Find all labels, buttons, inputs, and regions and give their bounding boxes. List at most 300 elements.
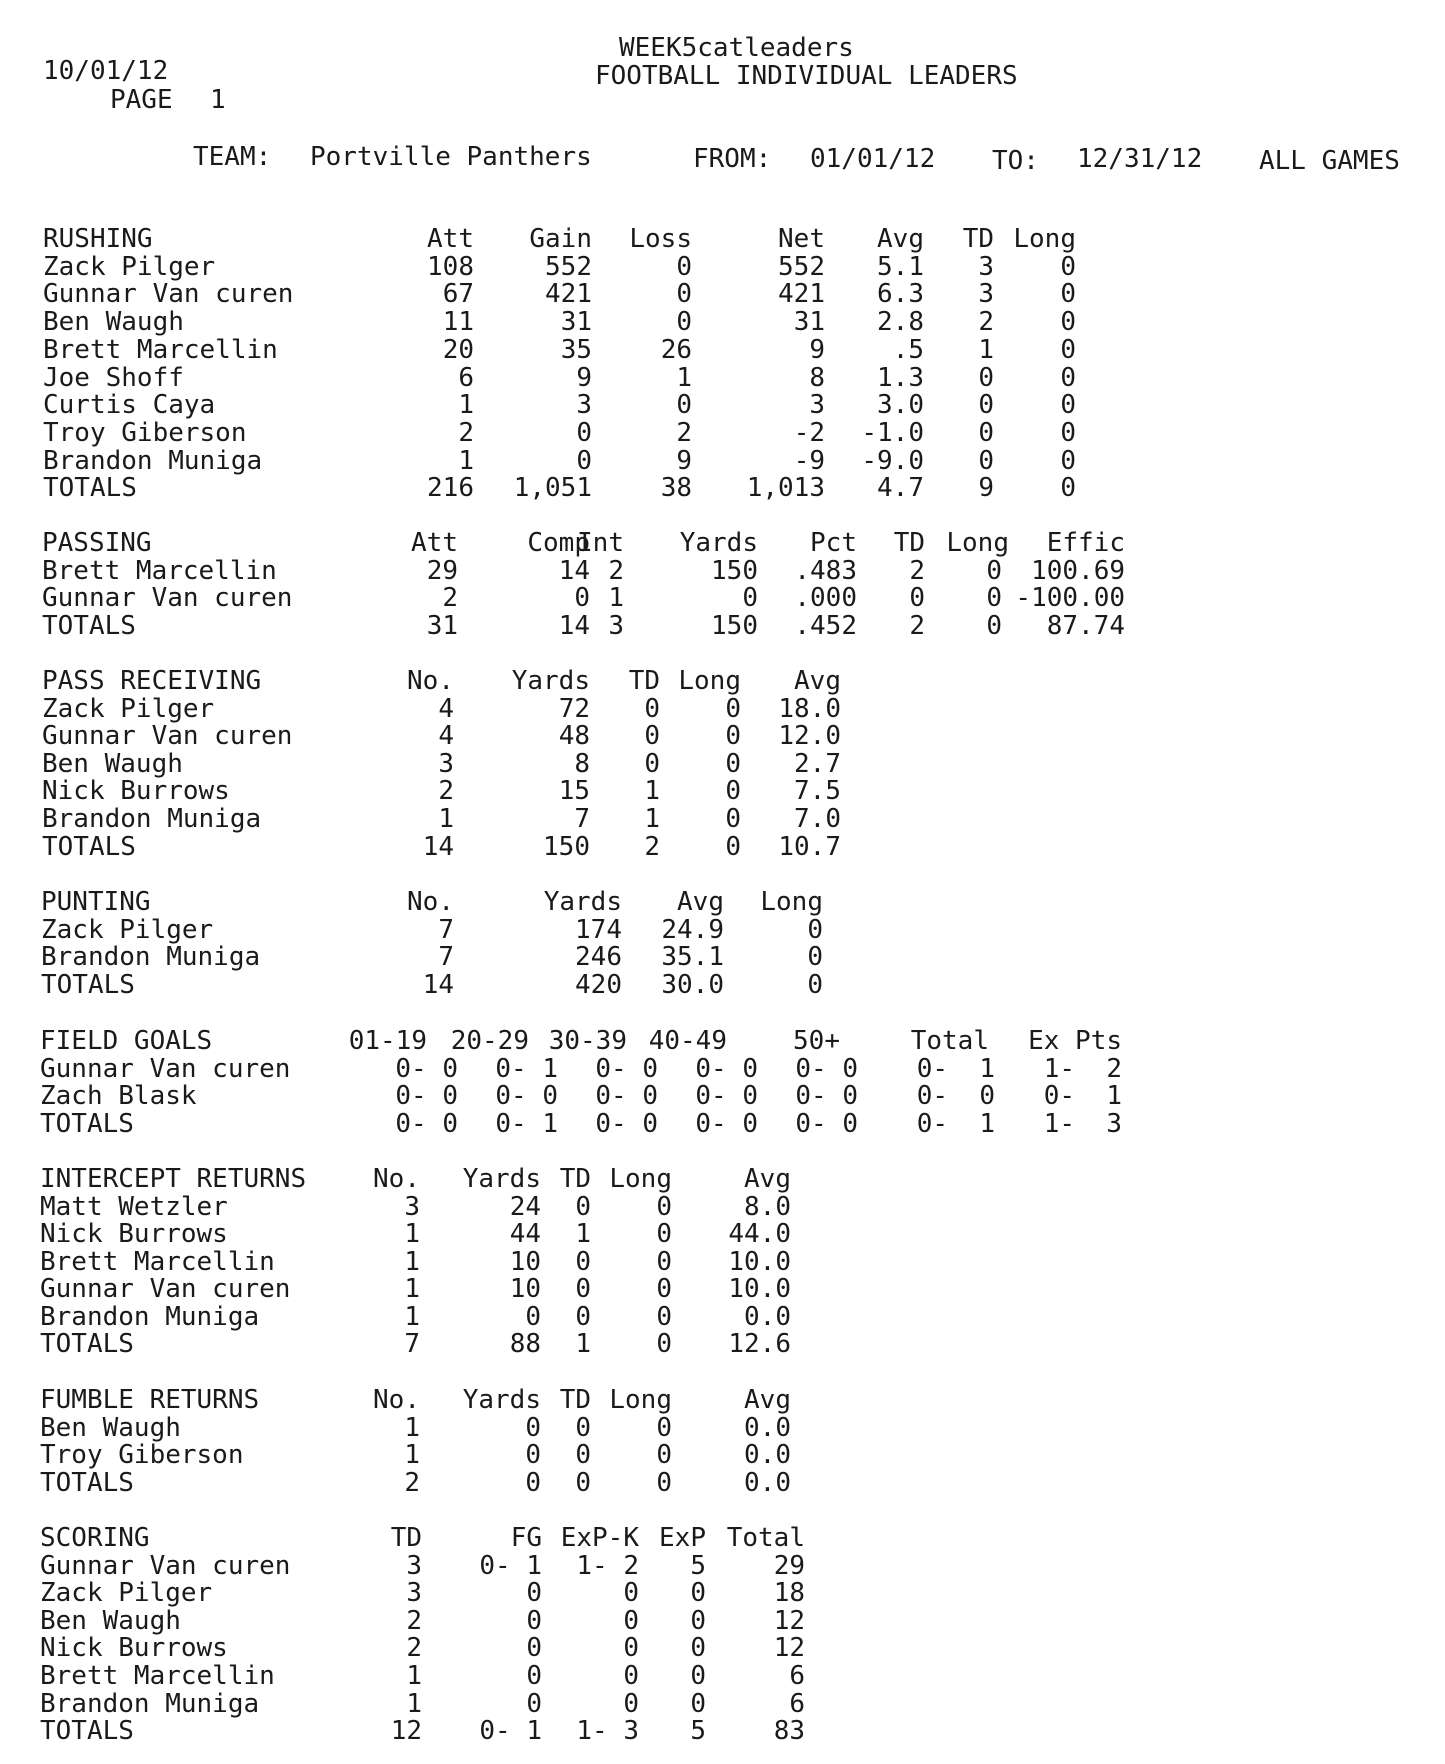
page-label: PAGE xyxy=(110,85,173,115)
section-title: RUSHING xyxy=(43,224,153,254)
to-date: 12/31/12 xyxy=(1077,144,1203,174)
stat-net: 31 xyxy=(793,307,825,338)
stat-total: 12 xyxy=(773,1633,805,1664)
stat-long: 0 xyxy=(1060,251,1076,282)
stat-td: 1 xyxy=(644,804,660,834)
column-header-td: TD xyxy=(628,666,660,696)
section-header-row xyxy=(0,1525,1445,1553)
stat-long: 0 xyxy=(1060,362,1076,393)
report-date: 10/01/12 xyxy=(43,56,169,86)
column-header-exp-k: ExP-K xyxy=(560,1523,639,1553)
stat-att: 6 xyxy=(458,362,474,393)
stat-long: 0 xyxy=(725,693,741,724)
stat-long: 0 xyxy=(986,610,1002,641)
stat-no: 7 xyxy=(404,1329,420,1359)
stat-effic: -100.00 xyxy=(1015,583,1125,613)
stat-total: 6 xyxy=(789,1661,805,1691)
stat-td: 9 xyxy=(978,473,994,504)
stat-net: 1,013 xyxy=(746,473,825,504)
stat-exp: 5 xyxy=(690,1550,706,1581)
stat-td: 12 xyxy=(390,1716,422,1747)
stat-gain: 3 xyxy=(576,390,592,421)
stat-td: 0 xyxy=(909,583,925,613)
player-name: Brandon Muniga xyxy=(40,1688,260,1719)
totals-row xyxy=(0,1467,1445,1498)
player-name: Zack Pilger xyxy=(43,251,216,282)
stat-td: 0 xyxy=(575,1191,591,1222)
stat-long: 0 xyxy=(725,804,741,834)
stat-fg: 0 xyxy=(526,1661,542,1691)
stat-avg: 8.0 xyxy=(744,1191,791,1222)
stat-att: 31 xyxy=(426,610,458,641)
stat-avg: 12.0 xyxy=(778,721,841,752)
stat-att: 1 xyxy=(458,390,474,421)
section-title: INTERCEPT RETURNS xyxy=(40,1164,307,1194)
column-header-long: Long xyxy=(609,1164,672,1194)
stat-avg: 0.0 xyxy=(744,1412,791,1443)
stat-no: 1 xyxy=(404,1412,420,1443)
stat-avg: 18.0 xyxy=(778,693,841,724)
report-title: FOOTBALL INDIVIDUAL LEADERS xyxy=(595,61,1018,91)
stat-loss: 0 xyxy=(676,307,692,338)
stat-avg: 10.0 xyxy=(728,1246,791,1277)
column-header-long: Long xyxy=(760,887,823,917)
stat-no: 1 xyxy=(404,1301,420,1332)
stat-exp: 0 xyxy=(690,1633,706,1664)
player-row xyxy=(0,693,1445,724)
stat-att: 2 xyxy=(442,583,458,613)
totals-label: TOTALS xyxy=(40,1108,134,1139)
player-row xyxy=(0,334,1445,365)
stat-avg: 7.0 xyxy=(794,804,841,834)
player-row xyxy=(0,555,1445,586)
stat-fg: 0 xyxy=(526,1688,542,1719)
stat-20-29: 0- 1 xyxy=(495,1108,558,1139)
stat-att: 11 xyxy=(442,307,474,338)
stat-total: 12 xyxy=(773,1605,805,1636)
player-name: Ben Waugh xyxy=(40,1412,181,1443)
stat-long: 0 xyxy=(1060,417,1076,448)
stat-att: 1 xyxy=(458,445,474,476)
stat-total: 6 xyxy=(789,1688,805,1719)
player-row xyxy=(0,1221,1445,1249)
totals-row xyxy=(0,1718,1445,1746)
section-title: FUMBLE RETURNS xyxy=(40,1385,260,1415)
stat-yards: 246 xyxy=(575,942,622,972)
stat-td: 0 xyxy=(644,693,660,724)
column-header-td: TD xyxy=(559,1164,591,1194)
stat-long: 0 xyxy=(656,1246,672,1277)
column-header-exp: ExP xyxy=(659,1523,706,1553)
stat-avg: 10.7 xyxy=(778,831,841,862)
stat-pct: .483 xyxy=(794,555,857,586)
stat-yards: 0 xyxy=(525,1301,541,1332)
stat-td: 0 xyxy=(575,1274,591,1304)
player-row xyxy=(0,1442,1445,1470)
player-name: Curtis Caya xyxy=(43,390,216,421)
player-name: Brett Marcellin xyxy=(43,334,278,365)
section-title: FIELD GOALS xyxy=(40,1026,213,1056)
section-header-row xyxy=(0,889,1445,917)
stat-long: 0 xyxy=(986,555,1002,586)
player-name: Nick Burrows xyxy=(42,776,230,807)
stat-exp-k: 0 xyxy=(623,1633,639,1664)
stat-total: 0- 0 xyxy=(916,1081,995,1111)
stat-yards: 10 xyxy=(509,1246,541,1277)
stat-att: 29 xyxy=(426,555,458,586)
column-header-yards: Yards xyxy=(679,528,758,558)
stat-no: 2 xyxy=(404,1467,420,1498)
section-header-row xyxy=(0,668,1445,696)
stat-td: 3 xyxy=(978,251,994,282)
player-row xyxy=(0,1412,1445,1443)
stat-40-49: 0- 0 xyxy=(695,1053,758,1084)
player-name: Brandon Muniga xyxy=(40,1301,260,1332)
stat-net: 421 xyxy=(778,279,825,310)
stat-loss: 0 xyxy=(676,390,692,421)
stat-20-29: 0- 1 xyxy=(495,1053,558,1084)
section-title: SCORING xyxy=(40,1523,150,1553)
totals-row xyxy=(0,969,1445,1000)
column-header-long: Long xyxy=(1013,224,1076,254)
stat-total: 0- 1 xyxy=(916,1053,995,1084)
stat-40-49: 0- 0 xyxy=(695,1081,758,1111)
stat-td: 2 xyxy=(909,555,925,586)
stat-td: 0 xyxy=(978,445,994,476)
player-row xyxy=(0,417,1445,448)
stat-yards: 24 xyxy=(509,1191,541,1222)
stat-td: 3 xyxy=(978,279,994,310)
stat-pct: .000 xyxy=(794,583,857,613)
stat-att: 108 xyxy=(427,251,474,282)
stat-avg: 35.1 xyxy=(661,942,724,972)
stat-td: 0 xyxy=(575,1440,591,1470)
stat-ex-pts: 0- 1 xyxy=(1043,1081,1122,1111)
stat-50: 0- 0 xyxy=(795,1108,858,1139)
stat-td: 1 xyxy=(644,776,660,807)
stat-yards: 88 xyxy=(509,1329,541,1359)
column-header-no: No. xyxy=(407,666,454,696)
stat-yards: 0 xyxy=(525,1412,541,1443)
section-title: PASSING xyxy=(42,528,152,558)
scope-label: ALL GAMES xyxy=(1259,146,1400,176)
stat-gain: 552 xyxy=(545,251,592,282)
player-row xyxy=(0,1605,1445,1636)
stat-long: 0 xyxy=(725,776,741,807)
stat-yards: 420 xyxy=(575,969,622,1000)
stat-avg: 44.0 xyxy=(728,1219,791,1249)
stat-td: 2 xyxy=(978,307,994,338)
stat-no: 1 xyxy=(404,1274,420,1304)
stat-exp-k: 0 xyxy=(623,1605,639,1636)
stat-pct: .452 xyxy=(794,610,857,641)
stat-avg: 0.0 xyxy=(744,1467,791,1498)
stat-td: 0 xyxy=(575,1301,591,1332)
stat-no: 1 xyxy=(404,1440,420,1470)
stat-td: 1 xyxy=(406,1661,422,1691)
stat-yards: 10 xyxy=(509,1274,541,1304)
stat-effic: 87.74 xyxy=(1046,610,1125,641)
column-header-td: TD xyxy=(559,1385,591,1415)
stat-effic: 100.69 xyxy=(1031,555,1125,586)
section-header-row xyxy=(0,530,1445,558)
column-header-long: Long xyxy=(678,666,741,696)
column-header-td: TD xyxy=(390,1523,422,1553)
column-header-comp: Comp xyxy=(527,528,590,558)
stat-no: 3 xyxy=(438,748,454,779)
stat-yards: 15 xyxy=(558,776,590,807)
to-label: TO: xyxy=(992,146,1039,176)
stat-yards: 48 xyxy=(558,721,590,752)
stat-net: 552 xyxy=(778,251,825,282)
totals-row xyxy=(0,475,1445,503)
player-row xyxy=(0,944,1445,972)
column-header-total: Total xyxy=(726,1523,805,1553)
player-name: Nick Burrows xyxy=(40,1219,228,1249)
stat-no: 1 xyxy=(438,804,454,834)
stat-fg: 0- 1 xyxy=(479,1550,542,1581)
stat-30-39: 0- 0 xyxy=(595,1053,658,1084)
column-header-50: 50+ xyxy=(793,1026,840,1056)
stat-long: 0 xyxy=(1060,279,1076,310)
report-file-name: WEEK5catleaders xyxy=(619,33,854,63)
stat-att: 2 xyxy=(458,417,474,448)
stat-td: 3 xyxy=(406,1578,422,1609)
stat-long: 0 xyxy=(807,969,823,1000)
player-row xyxy=(0,309,1445,337)
stat-long: 0 xyxy=(656,1301,672,1332)
player-name: Matt Wetzler xyxy=(40,1191,228,1222)
totals-row xyxy=(0,610,1445,641)
player-row xyxy=(0,778,1445,806)
stat-no: 3 xyxy=(404,1191,420,1222)
stat-yards: 0 xyxy=(525,1440,541,1470)
stat-td: 1 xyxy=(575,1219,591,1249)
stat-long: 0 xyxy=(725,748,741,779)
stat-td: 2 xyxy=(406,1633,422,1664)
column-header-gain: Gain xyxy=(529,224,592,254)
column-header-avg: Avg xyxy=(677,887,724,917)
column-header-yards: Yards xyxy=(543,887,622,917)
stat-long: 0 xyxy=(656,1467,672,1498)
column-header-40-49: 40-49 xyxy=(648,1026,727,1056)
stat-ex-pts: 1- 2 xyxy=(1043,1053,1122,1084)
stat-total: 29 xyxy=(773,1550,805,1581)
column-header-att: Att xyxy=(427,224,474,254)
stat-long: 0 xyxy=(986,583,1002,613)
stat-td: 0 xyxy=(644,721,660,752)
player-name: Nick Burrows xyxy=(40,1633,228,1664)
stat-gain: 31 xyxy=(560,307,592,338)
stat-no: 4 xyxy=(438,693,454,724)
stat-no: 14 xyxy=(422,831,454,862)
player-row xyxy=(0,1301,1445,1332)
player-row xyxy=(0,1053,1445,1084)
player-row xyxy=(0,1083,1445,1111)
column-header-long: Long xyxy=(946,528,1009,558)
column-header-avg: Avg xyxy=(794,666,841,696)
stat-exp: 0 xyxy=(690,1688,706,1719)
from-date: 01/01/12 xyxy=(810,144,936,174)
player-row xyxy=(0,1276,1445,1304)
stat-att: 216 xyxy=(427,473,474,504)
stat-loss: 9 xyxy=(676,445,692,476)
stat-net: -9 xyxy=(793,445,825,476)
player-row xyxy=(0,1550,1445,1581)
stat-td: 0 xyxy=(644,748,660,779)
stat-exp-k: 1- 2 xyxy=(576,1550,639,1581)
stat-gain: 421 xyxy=(545,279,592,310)
column-header-no: No. xyxy=(373,1164,420,1194)
stat-avg: -9.0 xyxy=(861,445,924,476)
totals-label: TOTALS xyxy=(42,610,136,641)
column-header-td: TD xyxy=(893,528,925,558)
stat-total: 83 xyxy=(773,1716,805,1747)
stat-50: 0- 0 xyxy=(795,1053,858,1084)
stat-yards: 150 xyxy=(711,610,758,641)
player-row xyxy=(0,1663,1445,1691)
page-number: 1 xyxy=(210,85,226,115)
stat-avg: 30.0 xyxy=(661,969,724,1000)
player-row xyxy=(0,281,1445,309)
totals-row xyxy=(0,1108,1445,1139)
stat-td: 1 xyxy=(575,1329,591,1359)
player-name: Brett Marcellin xyxy=(40,1661,275,1691)
stat-yards: 44 xyxy=(509,1219,541,1249)
column-header-pct: Pct xyxy=(810,528,857,558)
player-name: Joe Shoff xyxy=(43,362,184,393)
column-header-no: No. xyxy=(373,1385,420,1415)
stat-no: 7 xyxy=(438,942,454,972)
stat-td: 1 xyxy=(406,1688,422,1719)
column-header-yards: Yards xyxy=(511,666,590,696)
stat-td: 0 xyxy=(575,1412,591,1443)
stat-td: 0 xyxy=(575,1246,591,1277)
player-row xyxy=(0,1191,1445,1222)
player-name: Gunnar Van curen xyxy=(43,279,294,310)
stat-30-39: 0- 0 xyxy=(595,1081,658,1111)
section-title: PUNTING xyxy=(41,887,151,917)
column-header-fg: FG xyxy=(510,1523,542,1553)
stat-exp-k: 0 xyxy=(623,1661,639,1691)
stat-yards: 150 xyxy=(711,555,758,586)
column-header-yards: Yards xyxy=(462,1164,541,1194)
stat-30-39: 0- 0 xyxy=(595,1108,658,1139)
stat-fg: 0 xyxy=(526,1578,542,1609)
column-header-td: TD xyxy=(962,224,994,254)
stat-no: 1 xyxy=(404,1219,420,1249)
section-title: PASS RECEIVING xyxy=(42,666,262,696)
player-name: Gunnar Van curen xyxy=(40,1274,291,1304)
stat-td: 0 xyxy=(978,417,994,448)
player-row xyxy=(0,585,1445,613)
column-header-att: Att xyxy=(411,528,458,558)
stat-long: 0 xyxy=(1060,307,1076,338)
stat-yards: 72 xyxy=(558,693,590,724)
stat-no: 7 xyxy=(438,914,454,945)
stat-td: 1 xyxy=(978,334,994,365)
stat-avg: 2.8 xyxy=(877,307,924,338)
stat-01-19: 0- 0 xyxy=(395,1108,458,1139)
totals-row xyxy=(0,1331,1445,1359)
stat-td: 2 xyxy=(406,1605,422,1636)
player-name: Zack Pilger xyxy=(41,914,214,945)
totals-label: TOTALS xyxy=(40,1716,134,1747)
column-header-yards: Yards xyxy=(462,1385,541,1415)
stat-exp: 0 xyxy=(690,1661,706,1691)
stat-long: 0 xyxy=(656,1219,672,1249)
stat-td: 2 xyxy=(644,831,660,862)
player-row xyxy=(0,1580,1445,1608)
player-name: Troy Giberson xyxy=(43,417,247,448)
stat-yards: 0 xyxy=(525,1467,541,1498)
player-name: Brandon Muniga xyxy=(43,445,263,476)
section-header-row xyxy=(0,1387,1445,1415)
player-row xyxy=(0,362,1445,393)
player-name: Ben Waugh xyxy=(43,307,184,338)
player-row xyxy=(0,1688,1445,1719)
stat-comp: 14 xyxy=(558,610,590,641)
column-header-01-19: 01-19 xyxy=(348,1026,427,1056)
stat-total: 0- 1 xyxy=(916,1108,995,1139)
player-name: Gunnar Van curen xyxy=(42,583,293,613)
stat-yards: 7 xyxy=(574,804,590,834)
stat-20-29: 0- 0 xyxy=(495,1081,558,1111)
stat-net: 3 xyxy=(809,390,825,421)
column-header-effic: Effic xyxy=(1046,528,1125,558)
stat-long: 0 xyxy=(1060,334,1076,365)
stat-loss: 2 xyxy=(676,417,692,448)
stat-total: 18 xyxy=(773,1578,805,1609)
stat-avg: 3.0 xyxy=(877,390,924,421)
player-name: Zack Pilger xyxy=(42,693,215,724)
from-label: FROM: xyxy=(693,144,772,174)
player-name: Gunnar Van curen xyxy=(40,1550,291,1581)
stat-loss: 1 xyxy=(676,362,692,393)
player-name: Ben Waugh xyxy=(42,748,183,779)
player-row xyxy=(0,392,1445,420)
team-name: Portville Panthers xyxy=(310,142,592,172)
stat-01-19: 0- 0 xyxy=(395,1053,458,1084)
stat-exp-k: 0 xyxy=(623,1688,639,1719)
totals-label: TOTALS xyxy=(41,969,135,1000)
column-header-long: Long xyxy=(609,1385,672,1415)
player-name: Ben Waugh xyxy=(40,1605,181,1636)
player-name: Brett Marcellin xyxy=(40,1246,275,1277)
totals-row xyxy=(0,831,1445,862)
stat-fg: 0 xyxy=(526,1633,542,1664)
stat-avg: 12.6 xyxy=(728,1329,791,1359)
stat-avg: 0.0 xyxy=(744,1440,791,1470)
stat-loss: 0 xyxy=(676,251,692,282)
player-row xyxy=(0,445,1445,476)
player-name: Zack Pilger xyxy=(40,1578,213,1609)
player-row xyxy=(0,806,1445,834)
stat-loss: 26 xyxy=(660,334,692,365)
stat-yards: 0 xyxy=(742,583,758,613)
player-name: Gunnar Van curen xyxy=(42,721,293,752)
player-name: Brett Marcellin xyxy=(42,555,277,586)
stat-exp: 0 xyxy=(690,1578,706,1609)
column-header-total: Total xyxy=(910,1026,989,1056)
stat-td: 2 xyxy=(909,610,925,641)
stat-att: 67 xyxy=(442,279,474,310)
stat-long: 0 xyxy=(1060,445,1076,476)
stat-yards: 8 xyxy=(574,748,590,779)
stat-avg: 6.3 xyxy=(877,279,924,310)
column-header-net: Net xyxy=(778,224,825,254)
player-name: Brandon Muniga xyxy=(41,942,261,972)
